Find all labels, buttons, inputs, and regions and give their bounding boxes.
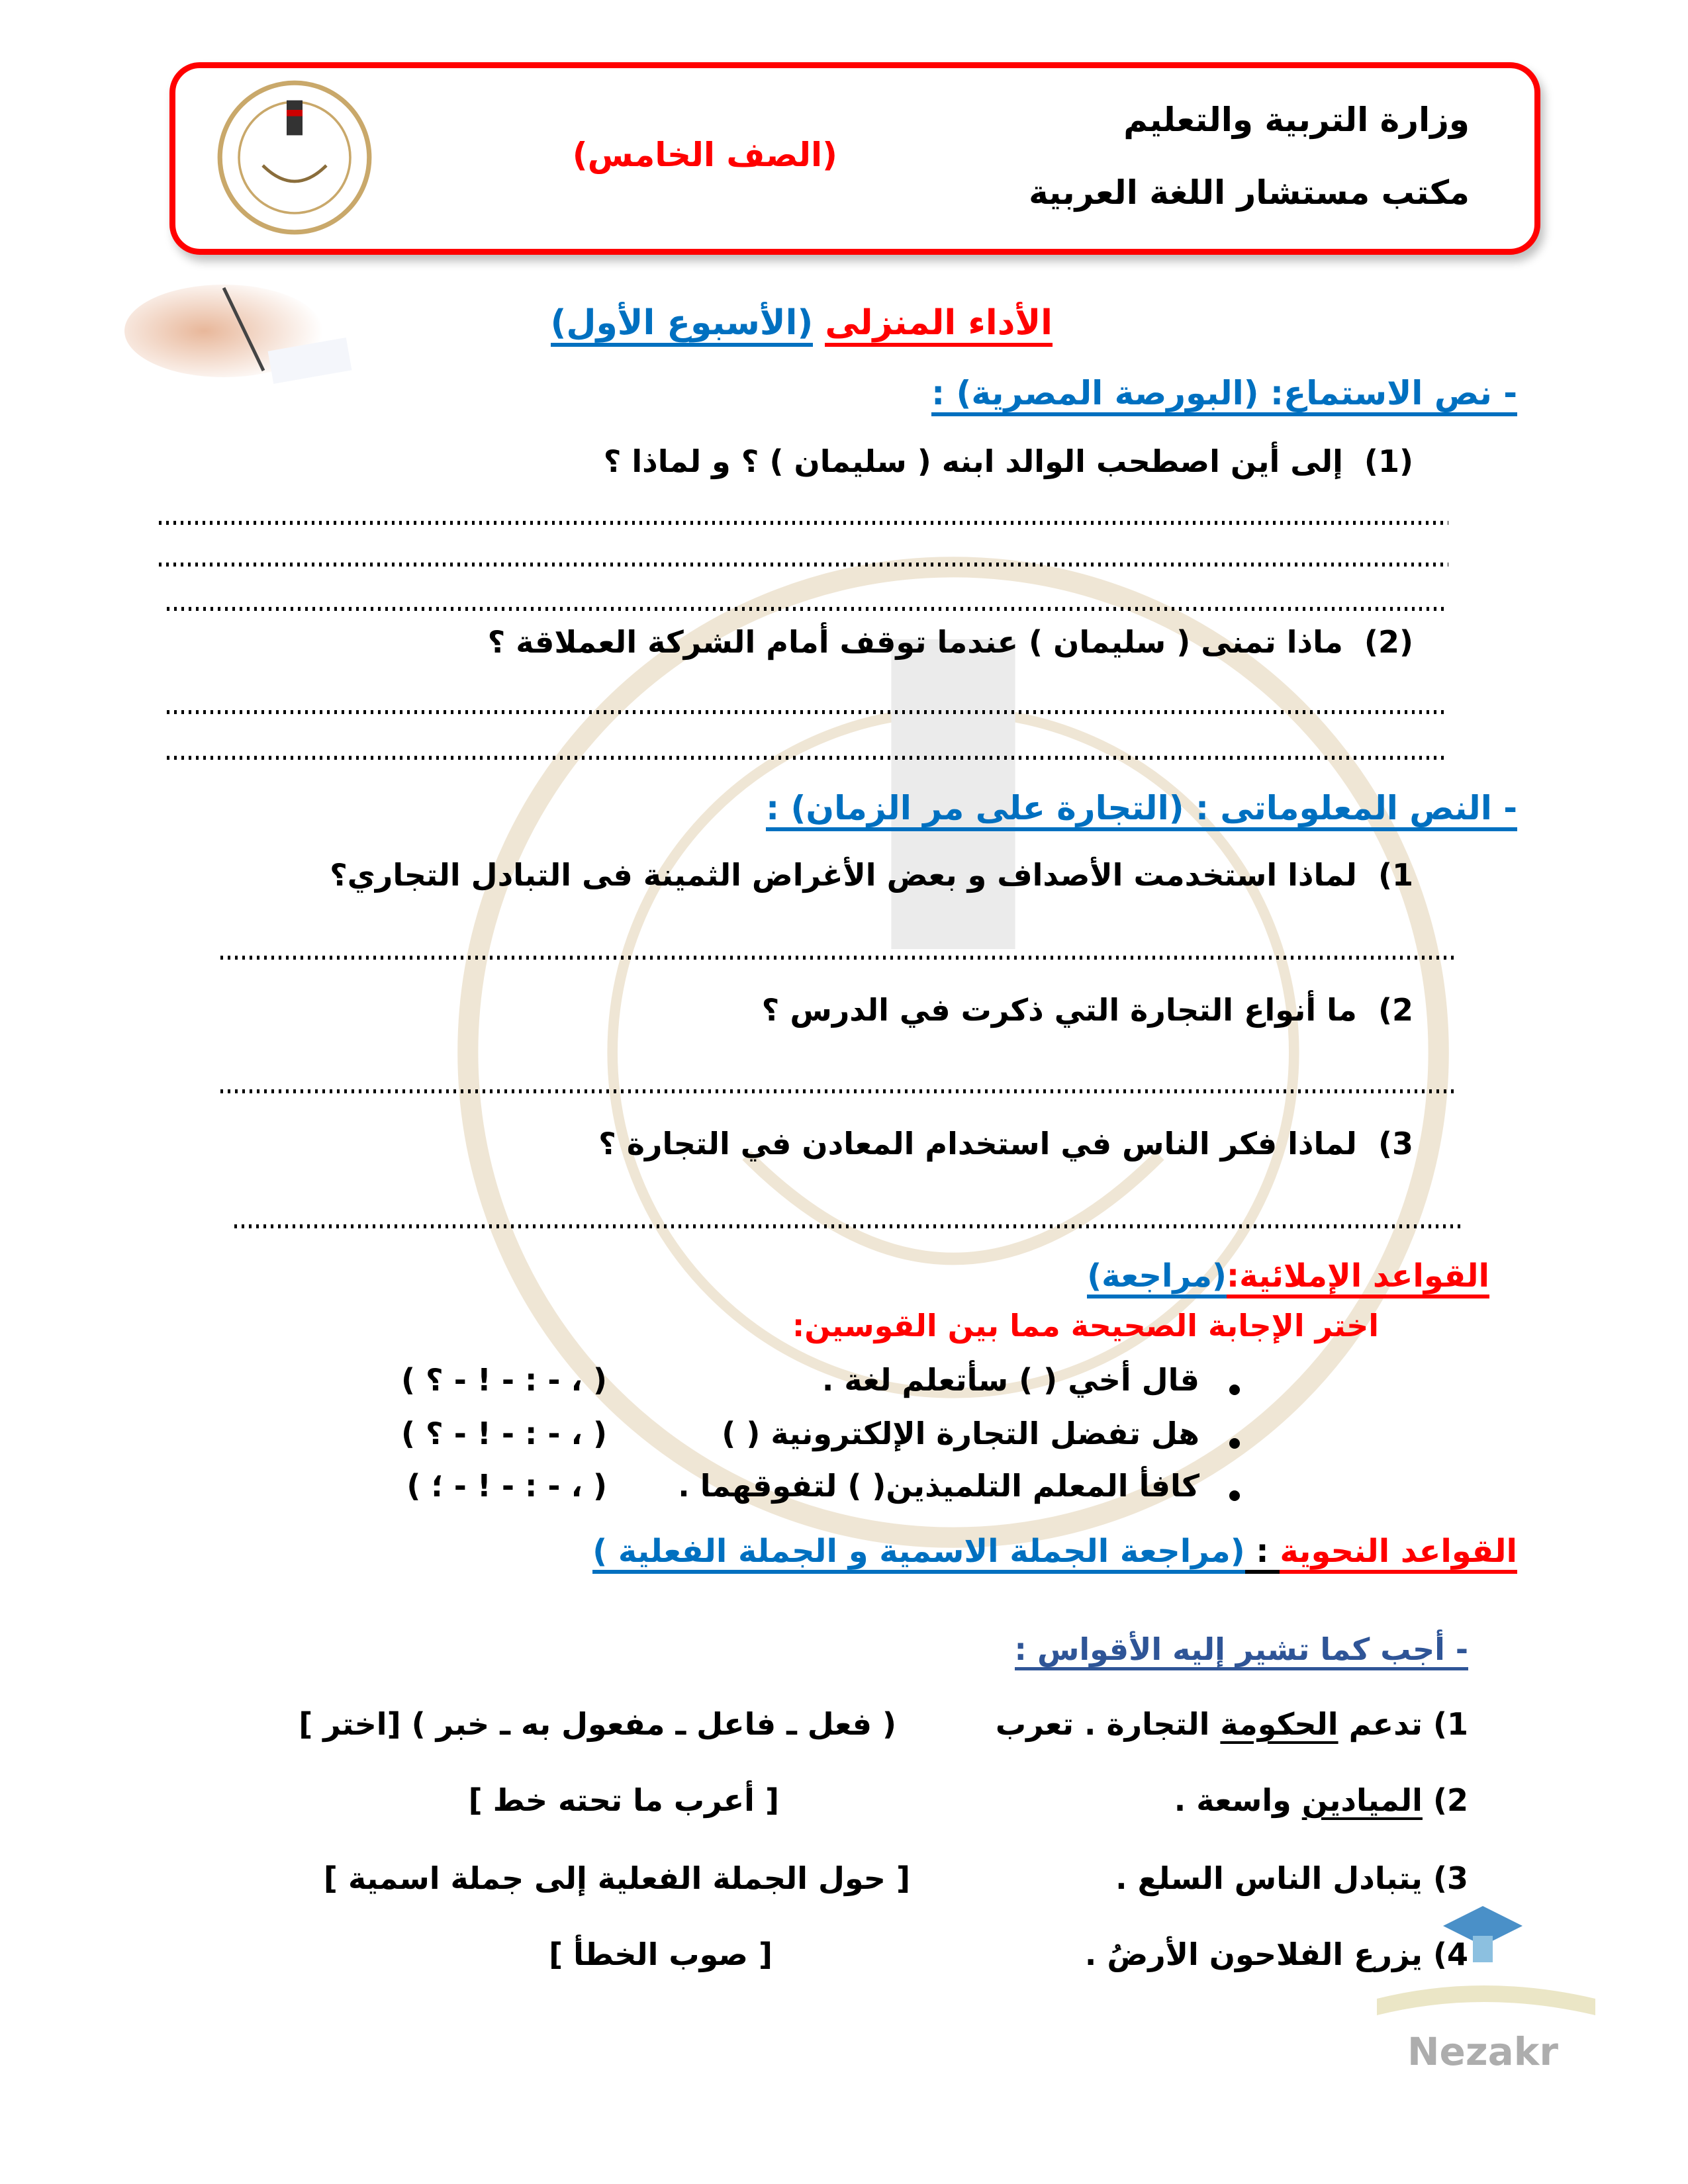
spelling-heading-topic: (مراجعة) <box>1087 1257 1227 1298</box>
informational-question-2 <box>762 992 1413 1028</box>
answer-line[interactable] <box>220 956 1455 960</box>
item-number: 3) <box>1432 1860 1468 1896</box>
spelling-sentence: قال أخي ( ) سأتعلم لغة . <box>821 1362 1199 1398</box>
informational-heading-prefix: - النص المعلوماتى : <box>1195 789 1517 827</box>
answer-line[interactable] <box>220 1089 1455 1093</box>
item-text: واسعة . <box>1174 1782 1302 1818</box>
question-text: لماذا استخدمت الأصداف و بعض الأغراض الثمينة فى التبادل التجاري؟ <box>330 857 1357 893</box>
spelling-options: ( ، - : - ! - ؟ ) <box>401 1416 607 1451</box>
item-text: التجارة . تعرب <box>995 1706 1221 1742</box>
grammar-item-2 <box>1174 1782 1468 1818</box>
question-number: 3) <box>1378 1126 1413 1161</box>
spelling-heading-prefix: القواعد الإملائية: <box>1227 1257 1489 1298</box>
grammar-instruction <box>1015 1631 1468 1667</box>
informational-question-1 <box>330 857 1413 893</box>
listening-question-1 <box>604 443 1413 479</box>
informational-question-3 <box>598 1126 1413 1161</box>
grammar-task-3: [ حول الجملة الفعلية إلى جملة اسمية ] <box>323 1860 910 1896</box>
nezakr-logo <box>1350 1899 1622 2098</box>
answer-line[interactable] <box>167 607 1448 611</box>
item-text: تدعم <box>1338 1706 1423 1742</box>
answer-line[interactable] <box>167 710 1448 714</box>
spelling-instruction: اختر الإجابة الصحيحة مما بين القوسين: <box>792 1308 1379 1343</box>
svg-text:Nezakr: Nezakr <box>1407 2029 1558 2074</box>
bullet-icon <box>1229 1385 1240 1395</box>
informational-heading-topic: (التجارة على مر الزمان) : <box>766 789 1184 827</box>
listening-heading-prefix: - نص الاستماع: <box>1270 374 1517 412</box>
grammar-task-4: [ صوب الخطأ ] <box>549 1936 773 1972</box>
grammar-item-3 <box>1115 1860 1468 1896</box>
ministry-name: وزارة التربية والتعليم <box>1123 101 1470 139</box>
title-part1: الأداء المنزلى <box>825 303 1053 347</box>
grammar-heading <box>592 1533 1517 1570</box>
underlined-word: الميادين <box>1301 1782 1423 1818</box>
grammar-task-1: ( فعل ـ فاعل ـ مفعول به ـ خبر ) [اختر ] <box>299 1706 896 1742</box>
item-text: يتبادل الناس السلع . <box>1115 1860 1423 1896</box>
item-number: 2) <box>1432 1782 1468 1818</box>
bullet-icon <box>1229 1438 1240 1449</box>
spelling-options: ( ، - : - ! - ؛ ) <box>406 1468 607 1504</box>
question-text: ما أنواع التجارة التي ذكرت في الدرس ؟ <box>761 992 1357 1028</box>
header-box <box>169 62 1540 255</box>
spelling-sentence: هل تفضل التجارة الإلكترونية ( ) <box>722 1416 1199 1451</box>
answer-line[interactable] <box>167 756 1448 760</box>
ministry-logo <box>215 78 374 237</box>
grammar-heading-sep: : <box>1245 1533 1280 1574</box>
question-text: إلى أين اصطحب الوالد ابنه ( سليمان ) ؟ و لماذا ؟ <box>603 443 1343 479</box>
spelling-heading <box>1087 1257 1489 1295</box>
grammar-item-1 <box>996 1706 1468 1742</box>
question-number: 2) <box>1378 992 1413 1028</box>
question-text: ماذا تمنى ( سليمان ) عندما توقف أمام الشركة العملاقة ؟ <box>487 624 1343 660</box>
grade-label: (الصف الخامس) <box>572 136 837 174</box>
grammar-heading-prefix: القواعد النحوية <box>1280 1533 1517 1574</box>
writing-hand-image <box>124 278 376 390</box>
question-number: (2) <box>1364 624 1413 660</box>
bullet-icon <box>1229 1490 1240 1501</box>
answer-line[interactable] <box>159 521 1448 525</box>
listening-heading <box>931 374 1517 416</box>
question-text: لماذا فكر الناس في استخدام المعادن في التجارة ؟ <box>598 1126 1357 1161</box>
listening-heading-topic: (البورصة المصرية) : <box>931 374 1259 412</box>
question-number: 1) <box>1378 857 1413 893</box>
listening-question-2 <box>488 624 1413 660</box>
page-title <box>551 303 1053 343</box>
spelling-sentence: كافأ المعلم التلميذين( ) لتفوقهما . <box>678 1468 1199 1504</box>
grammar-instruction-text: - أجب كما تشير إليه الأقواس : <box>1015 1631 1468 1670</box>
spelling-options: ( ، - : - ! - ؟ ) <box>401 1362 607 1398</box>
item-text: يزرع الفلاحون الأرضُ . <box>1084 1936 1423 1972</box>
office-name: مكتب مستشار اللغة العربية <box>1029 173 1470 212</box>
grammar-task-2: [ أعرب ما تحته خط ] <box>468 1782 779 1818</box>
title-part2: (الأسبوع الأول) <box>551 303 814 347</box>
answer-line[interactable] <box>234 1224 1464 1228</box>
item-number: 1) <box>1432 1706 1468 1742</box>
answer-line[interactable] <box>159 563 1448 567</box>
informational-heading <box>766 789 1517 831</box>
ministry-watermark <box>437 536 1470 1569</box>
question-number: (1) <box>1364 443 1413 479</box>
grammar-heading-topic: (مراجعة الجملة الاسمية و الجملة الفعلية ) <box>592 1533 1244 1574</box>
underlined-word: الحكومة <box>1220 1706 1338 1742</box>
item-number: 4) <box>1432 1936 1468 1972</box>
